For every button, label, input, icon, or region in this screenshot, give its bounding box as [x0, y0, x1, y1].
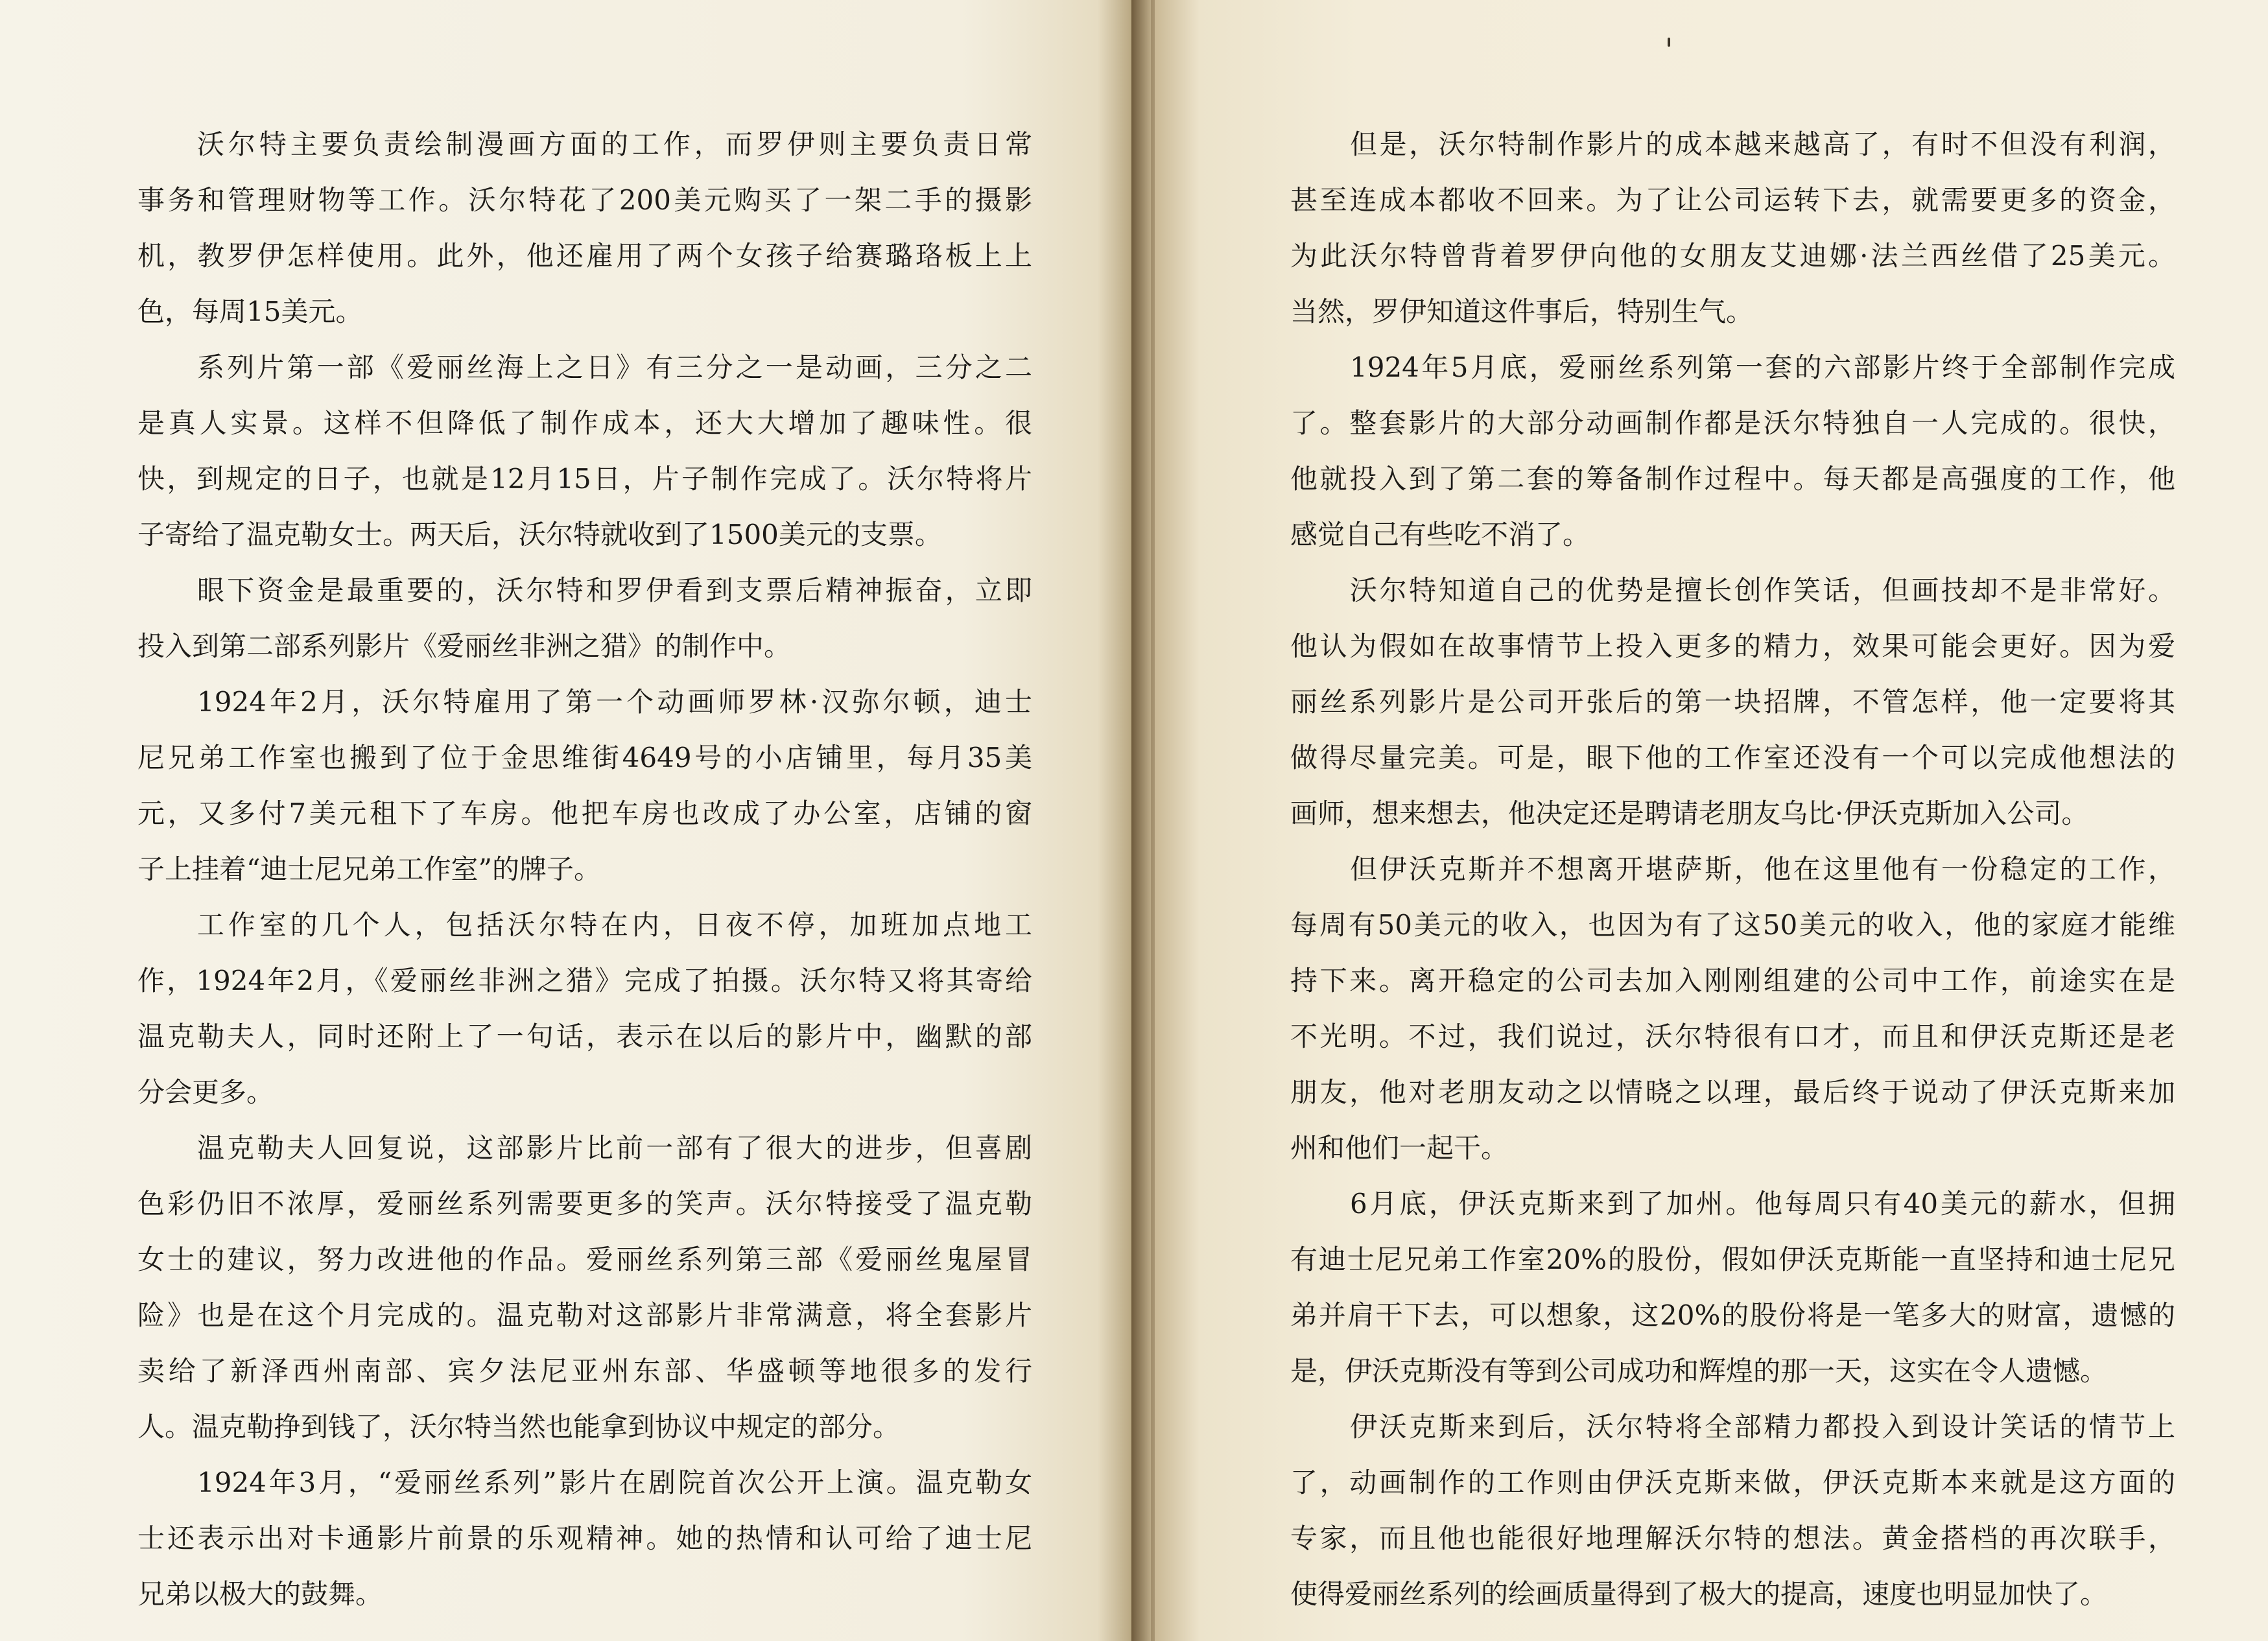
text-line: 是真人实景。这样不但降低了制作成本，还大大增加了趣味性。很 [137, 407, 1032, 439]
text-line: 子寄给了温克勒女士。两天后，沃尔特就收到了1500美元的支票。 [137, 519, 942, 550]
text-line: 持下来。离开稳定的公司去加入刚刚组建的公司中工作，前途实在是 [1290, 965, 2175, 997]
paragraph [137, 897, 1032, 1120]
paragraph [137, 563, 1032, 674]
paragraph [137, 340, 1032, 563]
text-line: 画师，想来想去，他决定还是聘请老朋友乌比·伊沃克斯加入公司。 [1290, 797, 2089, 829]
text-line: 6月底，伊沃克斯来到了加州。他每周只有40美元的薪水，但拥 [1350, 1188, 2175, 1220]
text-line: 色，每周15美元。 [137, 296, 363, 327]
text-line: 温克勒夫人，同时还附上了一句话，表示在以后的影片中，幽默的部 [137, 1021, 1032, 1052]
text-line: 是，伊沃克斯没有等到公司成功和辉煌的那一天，这实在令人遗憾。 [1290, 1355, 2108, 1387]
text-line: 但是，沃尔特制作影片的成本越来越高了，有时不但没有利润， [1350, 128, 2175, 160]
text-line: 不光明。不过，我们说过，沃尔特很有口才，而且和伊沃克斯还是老 [1290, 1021, 2175, 1052]
paragraph [1290, 842, 2175, 1176]
text-line: 1924年3月，“爱丽丝系列”影片在剧院首次公开上演。温克勒女 [197, 1467, 1032, 1498]
text-line: 弟并肩干下去，可以想象，这20%的股份将是一笔多大的财富，遗憾的 [1290, 1299, 2175, 1331]
text-line: 色彩仍旧不浓厚，爱丽丝系列需要更多的笑声。沃尔特接受了温克勒 [137, 1188, 1032, 1220]
text-line: 作，1924年2月，《爱丽丝非洲之猎》完成了拍摄。沃尔特又将其寄给 [137, 965, 1032, 997]
text-line: 专家，而且他也能很好地理解沃尔特的想法。黄金搭档的再次联手， [1290, 1522, 2175, 1554]
text-line: 每周有50美元的收入，也因为有了这50美元的收入，他的家庭才能维 [1290, 909, 2175, 941]
text-line: 当然，罗伊知道这件事后，特别生气。 [1290, 296, 1754, 327]
text-line: 使得爱丽丝系列的绘画质量得到了极大的提高，速度也明显加快了。 [1290, 1578, 2108, 1610]
text-line: 女士的建议，努力改进他的作品。爱丽丝系列第三部《爱丽丝鬼屋冒 [137, 1244, 1032, 1275]
paragraph [137, 674, 1032, 897]
text-line: 了。整套影片的大部分动画制作都是沃尔特独自一人完成的。很快， [1290, 407, 2175, 439]
text-line: 州和他们一起干。 [1290, 1132, 1509, 1164]
text-line: 他就投入到了第二套的筹备制作过程中。每天都是高强度的工作，他 [1290, 463, 2175, 495]
text-line: 工作室的几个人，包括沃尔特在内，日夜不停，加班加点地工 [197, 909, 1032, 941]
text-line: 甚至连成本都收不回来。为了让公司运转下去，就需要更多的资金， [1290, 184, 2175, 216]
text-line: 机，教罗伊怎样使用。此外，他还雇用了两个女孩子给赛璐珞板上上 [137, 240, 1032, 272]
text-line: 朋友，他对老朋友动之以情晓之以理，最后终于说动了伊沃克斯来加 [1290, 1076, 2175, 1108]
paragraph [1290, 1399, 2175, 1622]
paragraph [137, 117, 1032, 340]
text-line: 子上挂着“迪士尼兄弟工作室”的牌子。 [137, 853, 601, 885]
text-line: 元，又多付7美元租下了车房。他把车房也改成了办公室，店铺的窗 [137, 797, 1032, 829]
left-page-text [137, 117, 1032, 1622]
text-line: 丽丝系列影片是公司开张后的第一块招牌，不管怎样，他一定要将其 [1290, 686, 2175, 718]
text-line: 沃尔特知道自己的优势是擅长创作笑话，但画技却不是非常好。 [1350, 574, 2175, 606]
text-line: 伊沃克斯来到后，沃尔特将全部精力都投入到设计笑话的情节上 [1350, 1411, 2175, 1443]
text-line: 了，动画制作的工作则由伊沃克斯来做，伊沃克斯本来就是这方面的 [1290, 1467, 2175, 1498]
text-line: 他认为假如在故事情节上投入更多的精力，效果可能会更好。因为爱 [1290, 630, 2175, 662]
paragraph [1290, 340, 2175, 563]
paragraph [1290, 1176, 2175, 1399]
right-page-text [1290, 117, 2175, 1622]
text-line: 有迪士尼兄弟工作室20%的股份，假如伊沃克斯能一直坚持和迪士尼兄 [1290, 1244, 2175, 1275]
text-line: 系列片第一部《爱丽丝海上之日》有三分之一是动画，三分之二 [197, 351, 1032, 383]
text-line: 卖给了新泽西州南部、宾夕法尼亚州东部、华盛顿等地很多的发行 [137, 1355, 1032, 1387]
text-line: 1924年2月，沃尔特雇用了第一个动画师罗林·汉弥尔顿，迪士 [197, 686, 1032, 718]
right-page [1131, 0, 2268, 1641]
left-page [0, 0, 1131, 1641]
paragraph [137, 1120, 1032, 1455]
text-line: 为此沃尔特曾背着罗伊向他的女朋友艾迪娜·法兰西丝借了25美元。 [1290, 240, 2175, 272]
text-line: 兄弟以极大的鼓舞。 [137, 1578, 383, 1610]
scan-speck [1668, 38, 1670, 47]
book-gutter [1151, 0, 1155, 1641]
text-line: 士还表示出对卡通影片前景的乐观精神。她的热情和认可给了迪士尼 [137, 1522, 1032, 1554]
text-line: 沃尔特主要负责绘制漫画方面的工作，而罗伊则主要负责日常 [197, 128, 1032, 160]
text-line: 险》也是在这个月完成的。温克勒对这部影片非常满意，将全套影片 [137, 1299, 1032, 1331]
text-line: 温克勒夫人回复说，这部影片比前一部有了很大的进步，但喜剧 [197, 1132, 1032, 1164]
text-line: 投入到第二部系列影片《爱丽丝非洲之猎》的制作中。 [137, 630, 792, 662]
paragraph [137, 1455, 1032, 1622]
text-line: 做得尽量完美。可是，眼下他的工作室还没有一个可以完成他想法的 [1290, 742, 2175, 773]
text-line: 快，到规定的日子，也就是12月15日，片子制作完成了。沃尔特将片 [137, 463, 1032, 495]
paragraph [1290, 117, 2175, 340]
paragraph [1290, 563, 2175, 842]
text-line: 感觉自己有些吃不消了。 [1290, 519, 1590, 550]
text-line: 1924年5月底，爱丽丝系列第一套的六部影片终于全部制作完成 [1350, 351, 2175, 383]
text-line: 分会更多。 [137, 1076, 274, 1108]
text-line: 尼兄弟工作室也搬到了位于金思维街4649号的小店铺里，每月35美 [137, 742, 1032, 773]
text-line: 人。温克勒挣到钱了，沃尔特当然也能拿到协议中规定的部分。 [137, 1411, 901, 1443]
text-line: 眼下资金是最重要的，沃尔特和罗伊看到支票后精神振奋，立即 [197, 574, 1032, 606]
text-line: 事务和管理财物等工作。沃尔特花了200美元购买了一架二手的摄影 [137, 184, 1032, 216]
text-line: 但伊沃克斯并不想离开堪萨斯，他在这里他有一份稳定的工作， [1350, 853, 2175, 885]
